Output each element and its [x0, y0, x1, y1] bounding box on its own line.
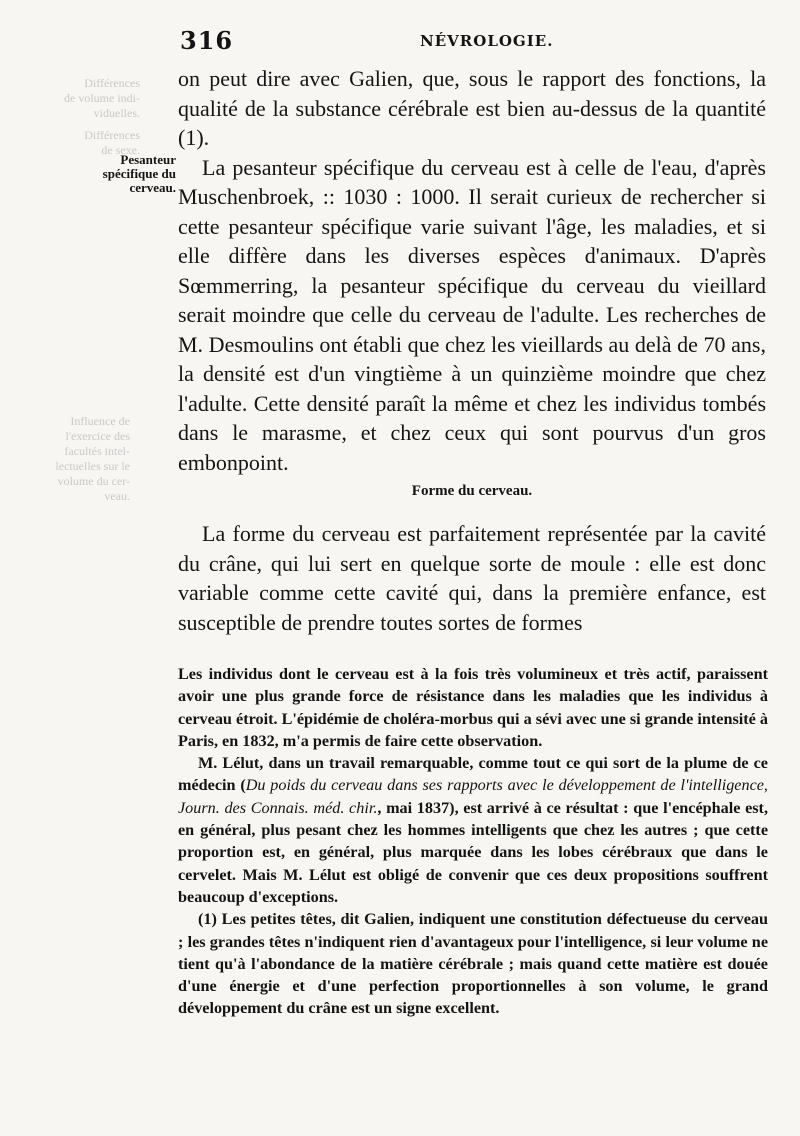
bleed-through-left-low: Influence de l'exercice des facultés intel- lectuelles sur le volume du cer- veau. — [55, 414, 130, 503]
footnote-lelut-a: M. Lélut, dans un travail remarquable, comme tout ce qui sort de la plume de ce médecin ( — [178, 754, 768, 795]
page-header — [180, 26, 770, 58]
section-heading: Forme du cerveau. — [411, 483, 533, 499]
footnote-continuation: Les individus dont le cerveau est à la fois très volumineux et très actif, paraissent avoir une plus grande force de résistance dans les maladies que les individus à cerveau étroit. L'épidémie de choléra-morbus qui a sévi avec une si grande intensité à Paris, en 1832, m'a permis de faire cette observation. — [178, 665, 768, 750]
bleed-through-left-top: Différences de volume indi- viduelles. — [64, 76, 140, 120]
footnotes — [178, 663, 768, 1020]
main-text-2 — [178, 519, 766, 637]
paragraph-continuation: on peut dire avec Galien, que, sous le rapport des fonctions, la qualité de la substance cérébrale est bien au-dessus de la quantité (1). — [178, 66, 766, 150]
footnote-lelut-c: , mai 1837), est arrivé à ce résultat : que l'encéphale est, en général, plus pesant chez les hommes intelligents que chez les autres ; que cette proportion est, en général, plus marquée dans les lobes cérébraux que dans le cervelet. Mais M. Lélut est obligé de convenir que ces deux propositions souffrent beaucoup d'exceptions. — [178, 798, 768, 906]
footnote-lelut-citation: Du poids du cerveau dans ses rapports avec le développement de l'intelligence, Journ. des Connais. méd. chir. — [178, 776, 768, 817]
paragraph-specific-gravity: La pesanteur spécifique du cerveau est à celle de l'eau, d'après Muschenbroek, :: 1030 : 1000. Il serait curieux de rechercher si cette pesanteur spécifique varie suivant l'âge, les maladies, et si elle diffère dans les diverses espèces d'animaux. D'après Sœmmerring, la pesanteur spécifique du cerveau du vieillard serait moindre que celle du cerveau de l'adulte. Les recherches de M. Desmoulins ont établi que chez les vieillards au delà de 70 ans, la densité est d'un vingtième à un quinzième moindre que chez l'adulte. Cette densité paraît la même et chez les individus tombés dans le marasme, et chez ceux qui sont pourvus d'un gros embonpoint. — [178, 154, 766, 475]
paragraph-brain-shape: La forme du cerveau est parfaitement représentée par la cavité du crâne, qui lui sert en quelque sorte de moule : elle est donc variable comme cette cavité qui, dans la première enfance, est susceptible de prendre toutes sortes de formes — [178, 521, 766, 635]
main-text — [178, 64, 766, 477]
footnote-lelut — [178, 752, 768, 908]
running-title: NÉVROLOGIE. — [420, 32, 554, 50]
page-number: 316 — [180, 26, 234, 55]
footnote-1: (1) Les petites têtes, dit Galien, indiquent une constitution défectueuse du cerveau ; les grandes têtes n'indiquent rien d'avantageux pour l'intelligence, si leur volume ne tient qu'à l'abondance de la matière cérébrale ; mais quand cette matière est douée d'une énergie et d'une perfection proportionnelles à son volume, le grand développement du crâne est un signe excellent. — [178, 910, 768, 1018]
margin-note: Pesanteur spécifique du cerveau. — [102, 152, 176, 195]
bleed-through-left-mid: Différences de sexe. — [84, 128, 140, 157]
